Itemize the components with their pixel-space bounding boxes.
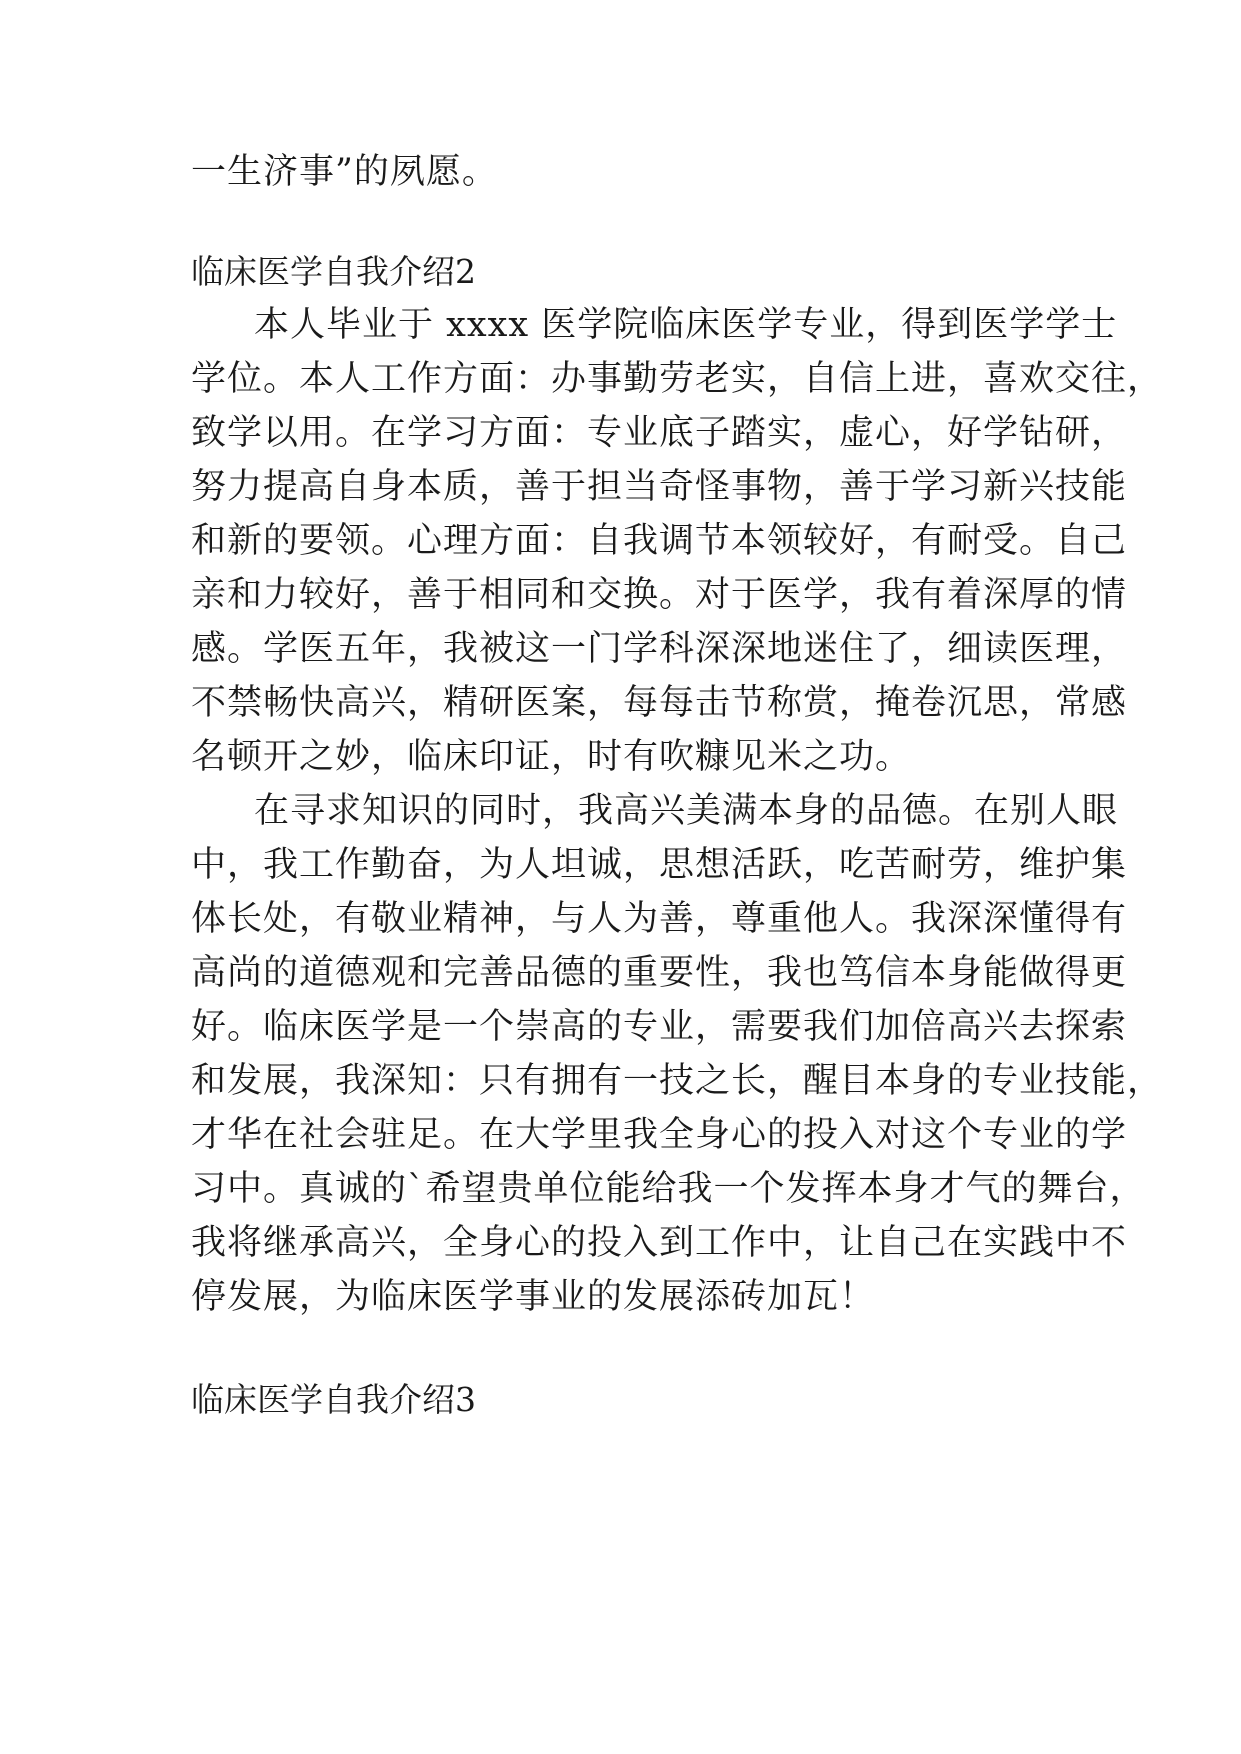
paragraph-line: 亲和力较好，善于相同和交换。对于医学，我有着深厚的情: [191, 575, 1128, 615]
paragraph-line: 不禁畅快高兴，精研医案，每每击节称赏，掩卷沉思，常感: [191, 683, 1128, 723]
paragraph-line: 感。学医五年，我被这一门学科深深地迷住了，细读医理，: [191, 629, 1128, 669]
paragraph-line: 中，我工作勤奋，为人坦诚，思想活跃，吃苦耐劳，维护集: [191, 845, 1128, 885]
paragraph-line: 习中。真诚的`希望贵单位能给我一个发挥本身才气的舞台，: [191, 1169, 1146, 1209]
paragraph-line: 致学以用。在学习方面：专业底子踏实，虚心，好学钻研，: [191, 413, 1128, 453]
paragraph-line: 好。临床医学是一个崇高的专业，需要我们加倍高兴去探索: [191, 1007, 1128, 1047]
paragraph-line: 和发展，我深知：只有拥有一技之长，醒目本身的专业技能，: [191, 1061, 1164, 1101]
paragraph-line: 我将继承高兴，全身心的投入到工作中，让自己在实践中不: [191, 1223, 1128, 1263]
paragraph-line: 高尚的道德观和完善品德的重要性，我也笃信本身能做得更: [191, 953, 1128, 993]
paragraph-line: 和新的要领。心理方面：自我调节本领较好，有耐受。自己: [191, 521, 1128, 561]
continuation-line: 一生济事”的夙愿。: [191, 152, 498, 192]
paragraph-line: 学位。本人工作方面：办事勤劳老实，自信上进，喜欢交往，: [191, 359, 1164, 399]
paragraph-line: 名顿开之妙，临床印证，时有吹糠见米之功。: [191, 737, 912, 777]
paragraph-line: 才华在社会驻足。在大学里我全身心的投入对这个专业的学: [191, 1115, 1128, 1155]
paragraph-line: 本人毕业于 xxxx 医学院临床医学专业，得到医学学士: [254, 305, 1118, 345]
paragraph-line: 努力提高自身本质，善于担当奇怪事物，善于学习新兴技能: [191, 467, 1128, 507]
paragraph-line: 在寻求知识的同时，我高兴美满本身的品德。在别人眼: [254, 791, 1119, 831]
paragraph-line: 体长处，有敬业精神，与人为善，尊重他人。我深深懂得有: [191, 899, 1128, 939]
paragraph-line: 停发展，为临床医学事业的发展添砖加瓦！: [191, 1277, 876, 1317]
section-2-heading: 临床医学自我介绍2: [191, 252, 476, 291]
section-3-heading: 临床医学自我介绍3: [191, 1380, 476, 1419]
